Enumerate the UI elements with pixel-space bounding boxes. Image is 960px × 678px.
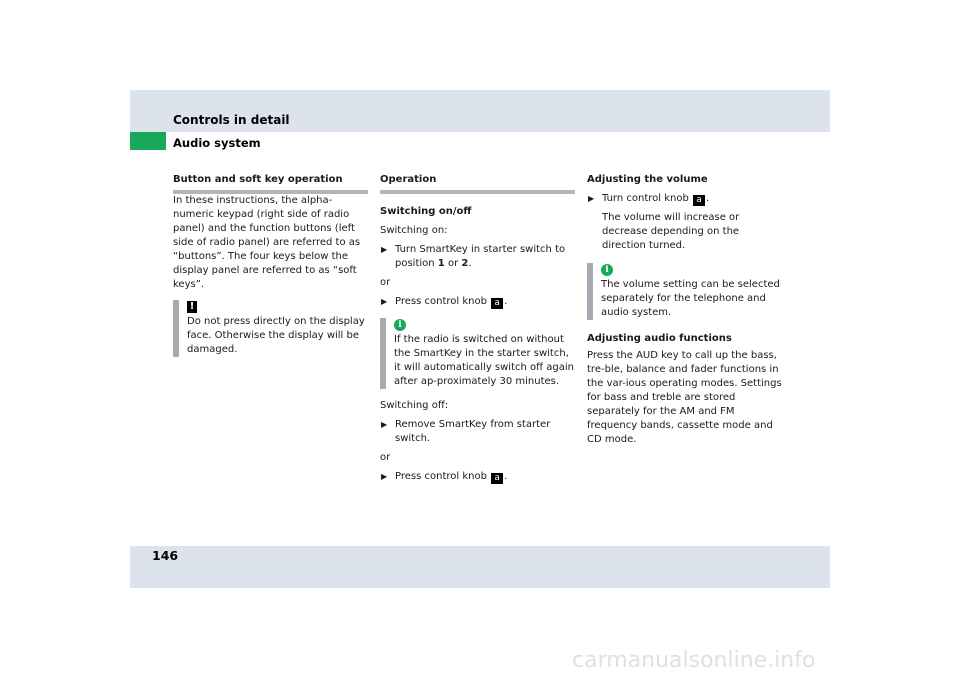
warning-icon: !: [187, 301, 197, 313]
or-text: or: [380, 277, 391, 288]
bullet-turn-smartkey: ▶ Turn SmartKey in starter switch to position 1 or 2.: [381, 244, 566, 269]
footer-band: [130, 546, 830, 588]
control-knob-icon: a: [491, 298, 503, 309]
intro-paragraph: In these instructions, the alpha-numeric keypad (right side of radio panel) and the function buttons (left side of radio panel) are referred to as “buttons”. The four keys below the display panel are referred to as “soft keys”.: [173, 195, 361, 290]
arrow-right-icon: ▶: [381, 245, 388, 254]
heading-button-soft-key: Button and soft key operation: [173, 173, 368, 194]
bullet-remove-smartkey: ▶ Remove SmartKey from starter switch.: [381, 419, 551, 444]
heading-audio-functions: Adjusting audio functions: [587, 333, 732, 344]
switching-on-label: Switching on:: [380, 225, 448, 236]
bullet-turn-knob: ▶ Turn control knob a .: [588, 193, 710, 205]
volume-text: The volume will increase or decrease depending on the direction turned.: [602, 212, 740, 251]
bullet-press-knob-on: ▶ Press control knob a .: [381, 296, 508, 308]
warning-note: [173, 300, 368, 357]
info-icon: i: [601, 264, 613, 276]
arrow-right-icon: ▶: [588, 194, 595, 203]
column-3: [587, 173, 782, 447]
control-knob-icon: a: [693, 195, 705, 206]
column-2: [380, 173, 575, 484]
arrow-right-icon: ▶: [381, 420, 388, 429]
info-icon: i: [394, 319, 406, 331]
heading-switching: Switching on/off: [380, 206, 472, 217]
control-knob-icon: a: [491, 473, 503, 484]
switching-off-label: Switching off:: [380, 400, 449, 411]
column-1: [173, 173, 368, 367]
arrow-right-icon: ▶: [381, 297, 388, 306]
info-text: The volume setting can be selected separately for the telephone and audio system.: [601, 279, 780, 318]
page-number: 146: [152, 548, 179, 563]
bullet-press-knob-off: ▶ Press control knob a .: [381, 471, 508, 483]
audio-text: Press the AUD key to call up the bass, tre-ble, balance and fader functions in the var-ious operating modes. Settings for bass and treble are stored separately for the AM and FM frequency bands, cassette mode and CD mode.: [587, 350, 782, 445]
section-tab: [130, 132, 166, 150]
warning-text: Do not press directly on the display face. Otherwise the display will be damaged.: [187, 316, 365, 355]
section-title: Controls in detail: [173, 113, 290, 127]
info-text: If the radio is switched on without the SmartKey in the starter switch, it will automatically switch off again after ap-proximately 30 minutes.: [394, 334, 574, 387]
heading-operation: Operation: [380, 173, 575, 194]
subsection-title: Audio system: [173, 136, 261, 150]
watermark: carmanualsonline.info: [572, 648, 816, 673]
info-note: [587, 263, 782, 320]
arrow-right-icon: ▶: [381, 472, 388, 481]
heading-volume: Adjusting the volume: [587, 174, 708, 185]
or-text: or: [380, 452, 391, 463]
info-note: [380, 318, 575, 389]
